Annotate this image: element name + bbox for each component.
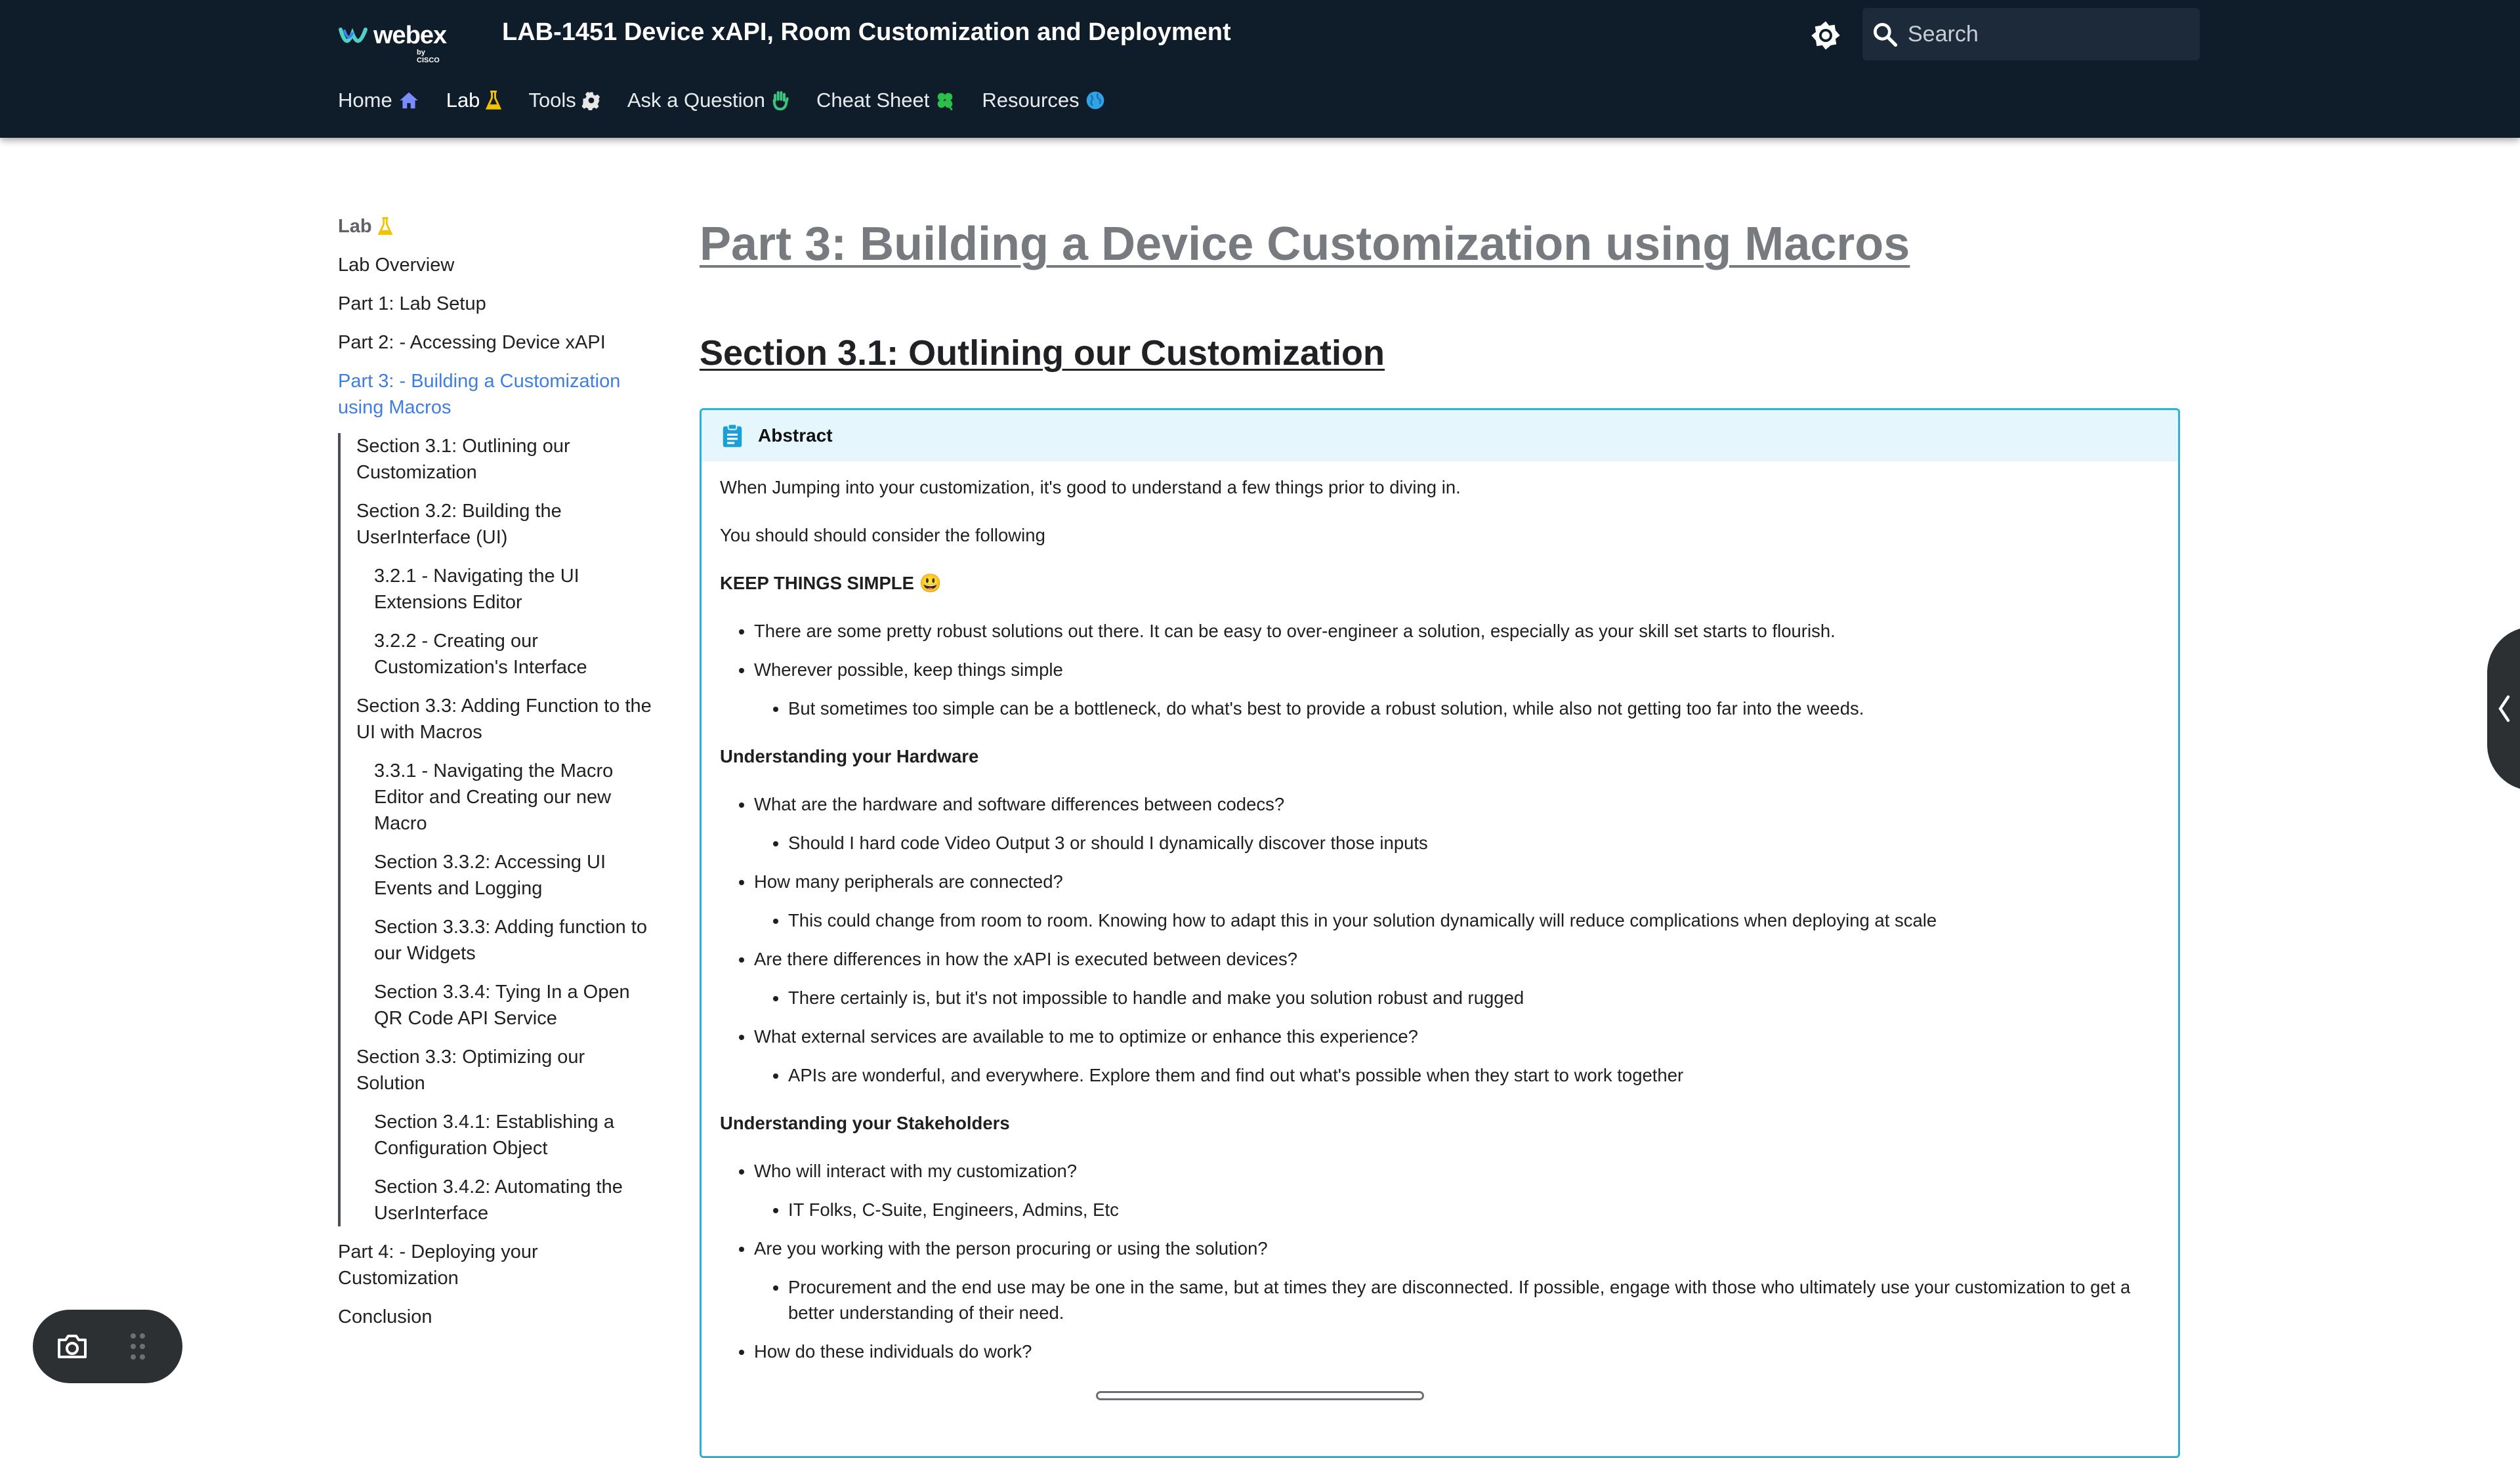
sidebar-item-section-3-2[interactable]: Section 3.2: Building the UserInterface (UI) — [356, 501, 562, 548]
list-item-text: Who will interact with my customization? — [754, 1161, 1078, 1181]
sidebar-part-3-subnav — [338, 433, 653, 1226]
sidebar-item-3-4-1[interactable]: Section 3.4.1: Establishing a Configuration Object — [374, 1112, 614, 1159]
sidebar-item-3-2-1[interactable]: 3.2.1 - Navigating the UI Extensions Editor — [374, 566, 579, 613]
flask-icon — [377, 217, 393, 236]
nav-lab-label: Lab — [446, 89, 480, 112]
brightness-icon — [1809, 18, 1843, 52]
list-item-text: What external services are available to me to optimize or enhance this experience? — [754, 1026, 1418, 1047]
nav-resources-label: Resources — [982, 89, 1080, 112]
sidebar-item-3-4-2[interactable]: Section 3.4.2: Automating the UserInterface — [374, 1177, 623, 1224]
list-item-text: Are there differences in how the xAPI is executed between devices? — [754, 949, 1298, 969]
screenshot-button[interactable] — [33, 1310, 112, 1383]
main-content — [700, 203, 2183, 1362]
list-item-text: Are you working with the person procuring or using the solution? — [754, 1238, 1268, 1259]
grip-dots-icon — [129, 1332, 146, 1361]
site-title[interactable]: LAB-1451 Device xAPI, Room Customization and Deployment — [502, 18, 1231, 46]
nav-tools[interactable] — [528, 89, 600, 112]
sub-list-item: • This could change from room to room. Knowing how to adapt this in your solution dynamically will reduce complications when deploying at scale — [788, 907, 2160, 933]
sub-list-item: • Should I hard code Video Output 3 or should I dynamically discover those inputs — [788, 830, 2160, 856]
list-item-text: Wherever possible, keep things simple — [754, 659, 1063, 680]
list-item-text: How do these individuals do work? — [754, 1341, 1032, 1362]
nav-home-label: Home — [338, 89, 392, 112]
flask-icon — [485, 90, 502, 111]
sidebar-item-part-3[interactable]: Part 3: - Building a Customization using Macros — [338, 371, 621, 418]
nav-home[interactable] — [338, 89, 420, 112]
intro-paragraph-2: You should should consider the following — [720, 525, 1045, 545]
list-item — [754, 946, 2160, 1010]
hardware-heading: Understanding your Hardware — [720, 746, 979, 766]
logo-wordmark: webex — [373, 21, 447, 49]
sidebar-item-3-3-4[interactable]: Section 3.3.4: Tying In a Open QR Code API Service — [374, 982, 630, 1029]
sub-list — [754, 830, 2160, 856]
clipboard-icon — [721, 423, 744, 448]
sub-list-item: • There certainly is, but it's not impossible to handle and make you solution robust and rugged — [788, 985, 2160, 1010]
list-item — [754, 618, 2160, 644]
list-item-text: How many peripherals are connected? — [754, 871, 1063, 892]
sidebar-item-3-3-1[interactable]: 3.3.1 - Navigating the Macro Editor and Creating our new Macro — [374, 760, 614, 834]
sub-list — [754, 1062, 2160, 1088]
drag-handle[interactable] — [112, 1310, 164, 1383]
nav-lab[interactable] — [446, 89, 503, 112]
nav-cheat-label: Cheat Sheet — [816, 89, 930, 112]
abstract-admonition — [700, 408, 2180, 1458]
sub-list — [754, 1197, 2160, 1222]
raised-hand-icon — [770, 90, 790, 111]
list-item — [754, 657, 2160, 721]
sidebar-item-3-3-3[interactable]: Section 3.3.3: Adding function to our Widgets — [374, 917, 647, 964]
list-item-text: What are the hardware and software differences between codecs? — [754, 794, 1285, 814]
list-item — [754, 869, 2160, 933]
sub-list — [754, 1274, 2160, 1325]
list-item — [754, 1024, 2160, 1088]
list-item-text: There are some pretty robust solutions out there. It can be easy to over-engineer a solution, especially as your skill set starts to flourish. — [754, 621, 1836, 641]
admonition-title — [702, 410, 2178, 461]
sidebar-item-lab-overview[interactable]: Lab Overview — [338, 255, 455, 276]
side-panel-toggle[interactable] — [2487, 627, 2520, 791]
top-header — [0, 0, 2520, 138]
search-icon — [1862, 8, 1906, 60]
nav-ask-a-question[interactable] — [627, 89, 790, 112]
home-icon — [398, 91, 420, 110]
sidebar-item-3-3-2[interactable]: Section 3.3.2: Accessing UI Events and Logging — [374, 852, 606, 899]
list-item — [754, 1158, 2160, 1222]
sidebar-item-part-2[interactable]: Part 2: - Accessing Device xAPI — [338, 332, 606, 353]
sidebar-item-conclusion[interactable]: Conclusion — [338, 1306, 432, 1327]
admonition-body — [702, 461, 2178, 1364]
camera-icon — [55, 1332, 89, 1361]
smiley-emoji: 😃 — [919, 573, 942, 593]
intro-paragraph-1: When Jumping into your customization, it's good to understand a few things prior to diving in. — [720, 477, 1461, 497]
sidebar-item-part-4[interactable]: Part 4: - Deploying your Customization — [338, 1241, 538, 1289]
nav-cheat-sheet[interactable] — [816, 89, 956, 112]
sidebar-item-section-3-1[interactable]: Section 3.1: Outlining our Customization — [356, 436, 570, 483]
hardware-list — [720, 791, 2160, 1088]
search-input[interactable] — [1906, 14, 2200, 54]
logo-subtext: by CISCO — [417, 49, 440, 64]
search-box[interactable] — [1862, 8, 2200, 60]
simple-list — [720, 618, 2160, 721]
left-sidebar — [338, 213, 653, 1343]
sidebar-heading[interactable] — [338, 213, 653, 240]
sidebar-heading-label: Lab — [338, 216, 372, 237]
globe-icon — [1085, 90, 1106, 111]
webex-logo-icon — [338, 24, 368, 47]
sub-list-item: • IT Folks, C-Suite, Engineers, Admins, Etc — [788, 1197, 2160, 1222]
list-item — [754, 1339, 2160, 1364]
theme-toggle-button[interactable] — [1807, 16, 1845, 54]
sidebar-item-part-1[interactable]: Part 1: Lab Setup — [338, 293, 486, 314]
stakeholders-list — [720, 1158, 2160, 1364]
chevron-left-icon — [2496, 694, 2512, 723]
sub-list — [754, 985, 2160, 1010]
nav-resources[interactable] — [982, 89, 1105, 112]
sub-list-item: • Procurement and the end use may be one in the same, but at times they are disconnected. If possible, engage with those who ultimately use your customization to get a better understanding of their need. — [788, 1274, 2160, 1325]
sub-list — [754, 696, 2160, 721]
sidebar-item-section-3-3[interactable]: Section 3.3: Adding Function to the UI with Macros — [356, 696, 652, 743]
sub-list — [754, 907, 2160, 933]
section-heading[interactable]: Section 3.1: Outlining our Customization — [700, 333, 1385, 373]
sub-list-item: • But sometimes too simple can be a bottleneck, do what's best to provide a robust solution, while also not getting too far into the weeds. — [788, 696, 2160, 721]
sidebar-item-section-3-3-optimizing[interactable]: Section 3.3: Optimizing our Solution — [356, 1047, 585, 1094]
gear-icon — [581, 91, 601, 110]
clover-icon — [934, 90, 956, 111]
webex-logo[interactable] — [338, 16, 447, 64]
keep-simple-heading — [720, 570, 2160, 596]
admonition-title-label: Abstract — [758, 425, 833, 446]
sub-list-item: • APIs are wonderful, and everywhere. Explore them and find out what's possible when they start to work together — [788, 1062, 2160, 1088]
main-nav — [338, 89, 1132, 112]
horizontal-scrollbar[interactable] — [1096, 1391, 1424, 1400]
stakeholders-heading: Understanding your Stakeholders — [720, 1113, 1010, 1133]
sidebar-item-3-2-2[interactable]: 3.2.2 - Creating our Customization's Interface — [374, 631, 587, 678]
nav-ask-label: Ask a Question — [627, 89, 766, 112]
nav-tools-label: Tools — [528, 89, 576, 112]
floating-capture-toolbar — [33, 1310, 182, 1383]
page-title[interactable]: Part 3: Building a Device Customization using Macros — [700, 218, 1910, 270]
list-item — [754, 791, 2160, 856]
list-item — [754, 1236, 2160, 1325]
keep-simple-label: KEEP THINGS SIMPLE — [720, 573, 914, 593]
